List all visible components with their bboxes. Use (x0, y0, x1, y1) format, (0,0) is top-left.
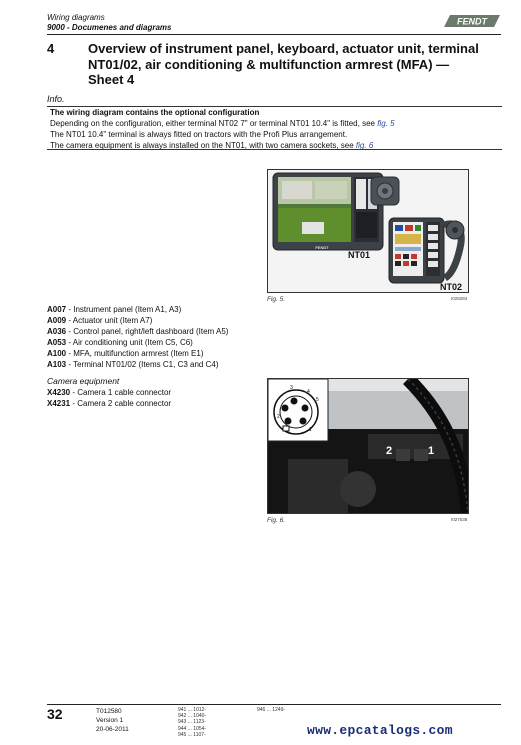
header-rule (47, 34, 501, 35)
info-box (47, 106, 502, 150)
component-item-code: A007 (47, 305, 67, 314)
component-item (47, 337, 228, 348)
serial-range-list (178, 707, 206, 738)
logo-text: FENDT (457, 16, 487, 27)
serial-range: 944 ... 1054- (178, 725, 207, 732)
camera-socket-illustration (268, 379, 469, 514)
bezel-logo-text: FENDT (315, 245, 329, 250)
info-line-1-text: Depending on the configuration, either terminal NT02 7" or terminal NT01 10.4" is fitted, see (50, 119, 378, 128)
figure-6-camera-sockets (267, 378, 469, 514)
component-item-code: A009 (47, 316, 67, 325)
component-item-description: - MFA, multifunction armrest (Item E1) (66, 349, 204, 358)
figure-5-code: I028284 (451, 296, 468, 301)
figure-5-terminals (267, 169, 469, 293)
fendt-logo (444, 14, 500, 28)
component-item (47, 304, 228, 315)
fig5-link[interactable]: fig. 5 (377, 119, 395, 128)
camera-connector-item-description: - Camera 2 cable connector (70, 399, 172, 408)
figure-5-caption: Fig. 5. (267, 296, 286, 303)
serial-range: 941 ... 1012- (178, 707, 207, 713)
component-item-code: A036 (47, 327, 67, 336)
info-label: Info. (47, 94, 65, 104)
fig6-link[interactable]: fig. 6 (355, 141, 374, 150)
info-line-3 (50, 140, 502, 151)
camera-connector-item-description: - Camera 1 cable connector (70, 388, 172, 397)
header-subtitle: 9000 - Documenes and diagrams (47, 23, 172, 32)
info-heading: The wiring diagram contains the optional configuration (50, 108, 260, 117)
camera-connector-item (47, 398, 171, 409)
pin-label-2: 2 (277, 414, 280, 420)
document-date: 20-06-2011 (96, 726, 129, 733)
component-item (47, 359, 228, 370)
chapter-number: 4 (47, 41, 55, 56)
pin-label-1: 1 (309, 427, 312, 433)
serial-range-list-2 (257, 707, 285, 713)
terminals-illustration (268, 170, 469, 293)
camera-connector-item-code: X4231 (47, 399, 71, 408)
camera-connector-item-code: X4230 (47, 388, 71, 397)
component-item (47, 315, 228, 326)
socket-label-2: 2 (386, 445, 393, 457)
watermark-link[interactable]: www.epcatalogs.com (307, 723, 453, 738)
component-item-description: - Instrument panel (Item A1, A3) (66, 305, 182, 314)
pin-label-5: 5 (316, 397, 319, 403)
component-item-description: - Control panel, right/left dashboard (Item A5) (66, 327, 229, 336)
footer-rule (47, 704, 501, 705)
info-line-3-text: The camera equipment is always installed on the NT01, with two camera sockets, see (50, 141, 356, 150)
component-item-description: - Terminal NT01/02 (Items C1, C3 and C4) (66, 360, 219, 369)
component-item-code: A100 (47, 349, 67, 358)
camera-equipment-title: Camera equipment (47, 376, 120, 386)
serial-range: 942 ... 1040- (178, 713, 207, 720)
component-item (47, 326, 228, 337)
component-item-description: - Air conditioning unit (Item C5, C6) (66, 338, 193, 347)
chapter-title: Overview of instrument panel, keyboard, actuator unit, terminal NT01/02, air conditioning & multifunction armrest (MFA) — Sheet 4 (88, 41, 479, 87)
serial-range: 946 ... 1249- (257, 707, 286, 713)
nt02-label: NT02 (440, 282, 463, 292)
figure-6-caption: Fig. 6. (267, 517, 286, 524)
pin-label-4: 4 (307, 389, 310, 395)
socket-label-1: 1 (428, 445, 435, 457)
info-line-1 (50, 118, 502, 129)
camera-connector-list (47, 387, 171, 409)
nt01-label: NT01 (348, 250, 371, 260)
info-line-2: The NT01 10.4" terminal is always fitted on tractors with the Profi Plus arrangement. (50, 130, 348, 139)
page-number: 32 (47, 706, 63, 722)
component-item-description: - Actuator unit (Item A7) (66, 316, 153, 325)
component-list (47, 304, 228, 370)
header-section: Wiring diagrams (47, 13, 105, 22)
document-info (96, 707, 129, 734)
pin-label-3: 3 (290, 385, 293, 391)
component-item-code: A053 (47, 338, 67, 347)
serial-range: 945 ... 1107- (178, 731, 206, 738)
component-item (47, 348, 228, 359)
serial-range: 943 ... 1123- (178, 719, 206, 726)
document-number: T012580 (96, 708, 122, 715)
figure-6-code: I027538 (451, 517, 468, 522)
camera-connector-item (47, 387, 171, 398)
component-item-code: A103 (47, 360, 67, 369)
document-version: Version 1 (96, 717, 124, 724)
